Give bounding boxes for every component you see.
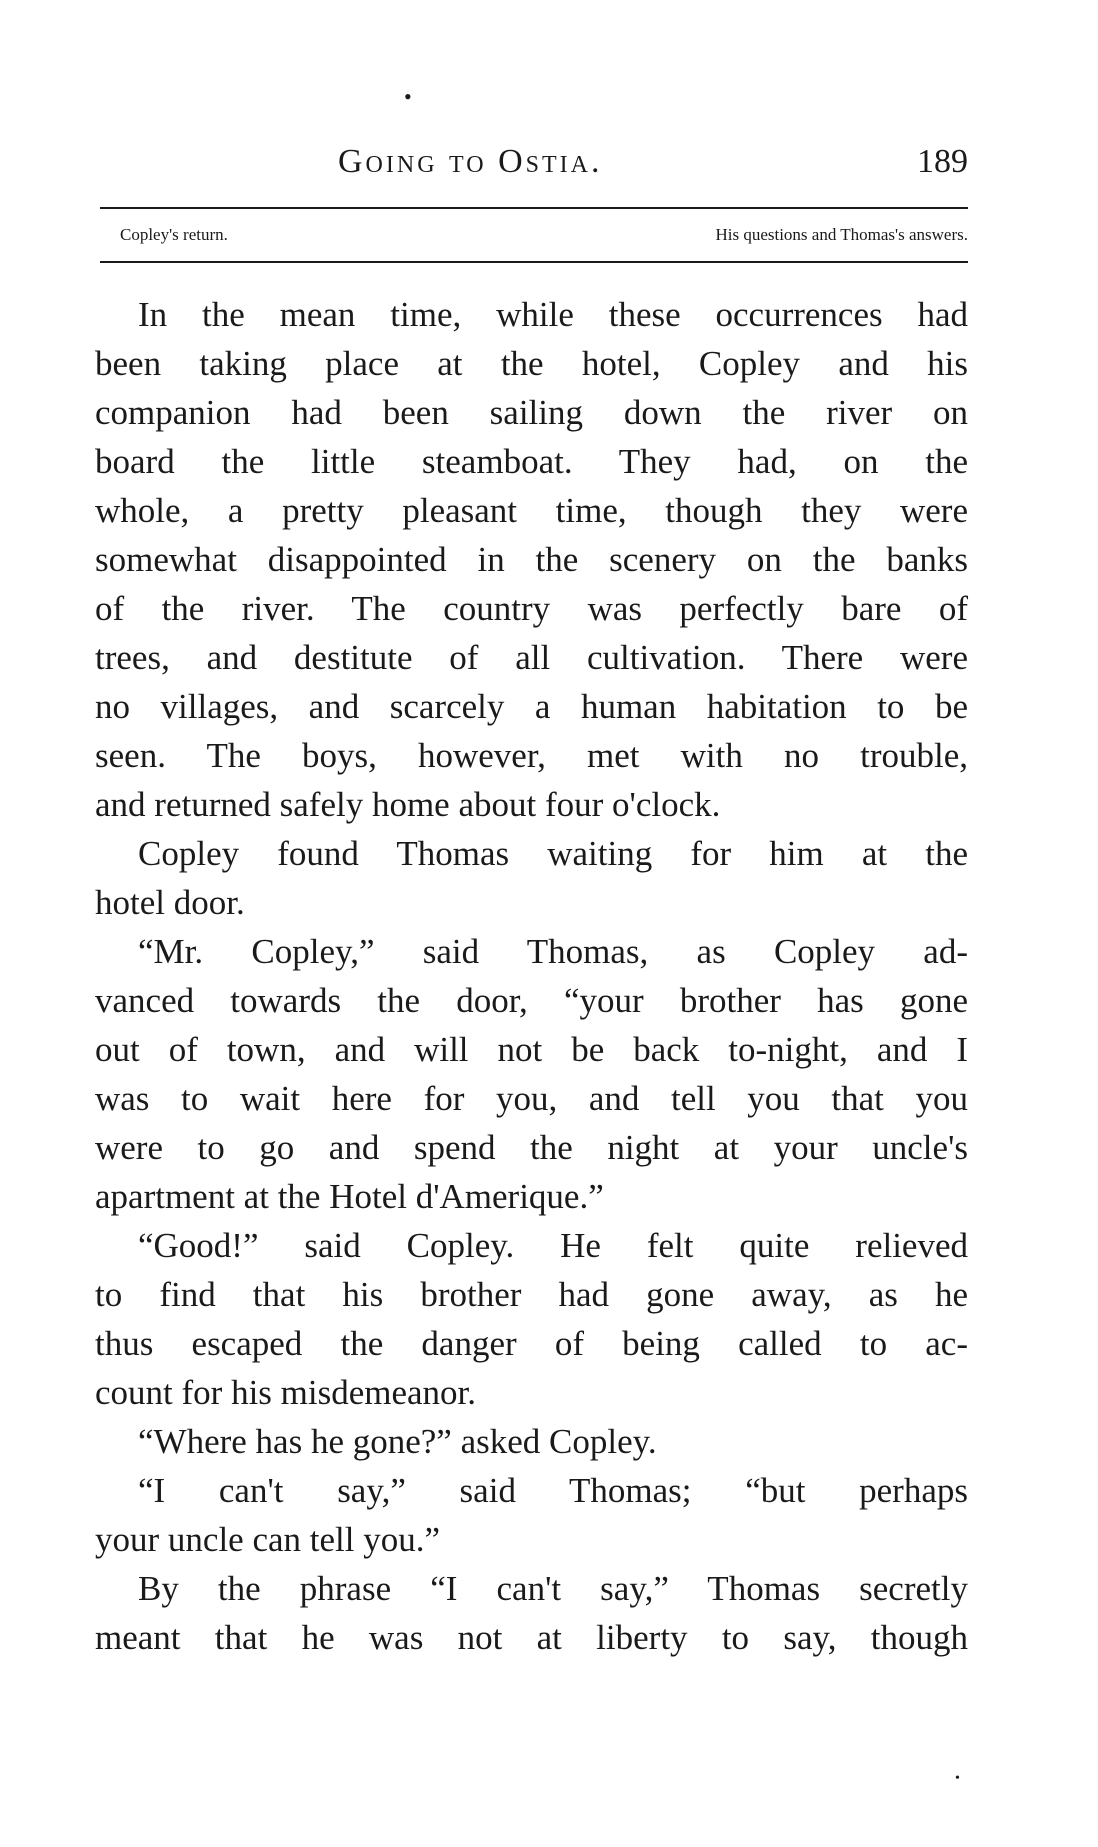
text-line: out of town, and will not be back to-night, and I (95, 1030, 968, 1069)
text-line: thus escaped the danger of being called to ac- (95, 1324, 968, 1363)
body-text (95, 290, 968, 1662)
text-line: “Mr. Copley,” said Thomas, as Copley ad- (138, 932, 968, 971)
running-head (0, 140, 1098, 184)
text-line: apartment at the Hotel d'Amerique.” (95, 1177, 604, 1216)
text-line: seen. The boys, however, met with no trouble, (95, 736, 968, 775)
text-line: no villages, and scarcely a human habitation to be (95, 687, 968, 726)
side-note-left: Copley's return. (120, 225, 228, 244)
side-notes (0, 218, 1098, 252)
text-line: been taking place at the hotel, Copley and his (95, 344, 968, 383)
text-line: Copley found Thomas waiting for him at the (138, 834, 968, 873)
text-line: whole, a pretty pleasant time, though they were (95, 491, 968, 530)
text-line: was to wait here for you, and tell you that you (95, 1079, 968, 1118)
text-line: somewhat disappointed in the scenery on the banks (95, 540, 968, 579)
text-line: count for his misdemeanor. (95, 1373, 477, 1412)
text-line: companion had been sailing down the river on (95, 393, 968, 432)
text-line: trees, and destitute of all cultivation. There were (95, 638, 968, 677)
text-line: meant that he was not at liberty to say, though (95, 1618, 968, 1657)
text-line: “Where has he gone?” asked Copley. (138, 1422, 657, 1461)
header-rule-top (100, 207, 968, 209)
text-line: By the phrase “I can't say,” Thomas secretly (138, 1569, 968, 1608)
page-number: 189 (917, 143, 968, 180)
text-line: In the mean time, while these occurrences had (138, 295, 968, 334)
text-line: board the little steamboat. They had, on the (95, 442, 968, 481)
text-line: to find that his brother had gone away, as he (95, 1275, 968, 1314)
header-rule-bottom (100, 261, 968, 263)
text-line: hotel door. (95, 883, 245, 922)
text-line: of the river. The country was perfectly bare of (95, 589, 968, 628)
running-title: Going to Ostia. (338, 143, 603, 180)
text-line: vanced towards the door, “your brother has gone (95, 981, 968, 1020)
text-line: “I can't say,” said Thomas; “but perhaps (138, 1471, 968, 1510)
text-line: “Good!” said Copley. He felt quite relieved (138, 1226, 968, 1265)
printer-mark-top: • (404, 84, 412, 109)
side-note-right: His questions and Thomas's answers. (715, 225, 968, 244)
printer-mark-bottom: • (955, 1771, 960, 1786)
text-line: and returned safely home about four o'clock. (95, 785, 721, 824)
text-line: your uncle can tell you.” (95, 1520, 441, 1559)
text-line: were to go and spend the night at your uncle's (95, 1128, 968, 1167)
